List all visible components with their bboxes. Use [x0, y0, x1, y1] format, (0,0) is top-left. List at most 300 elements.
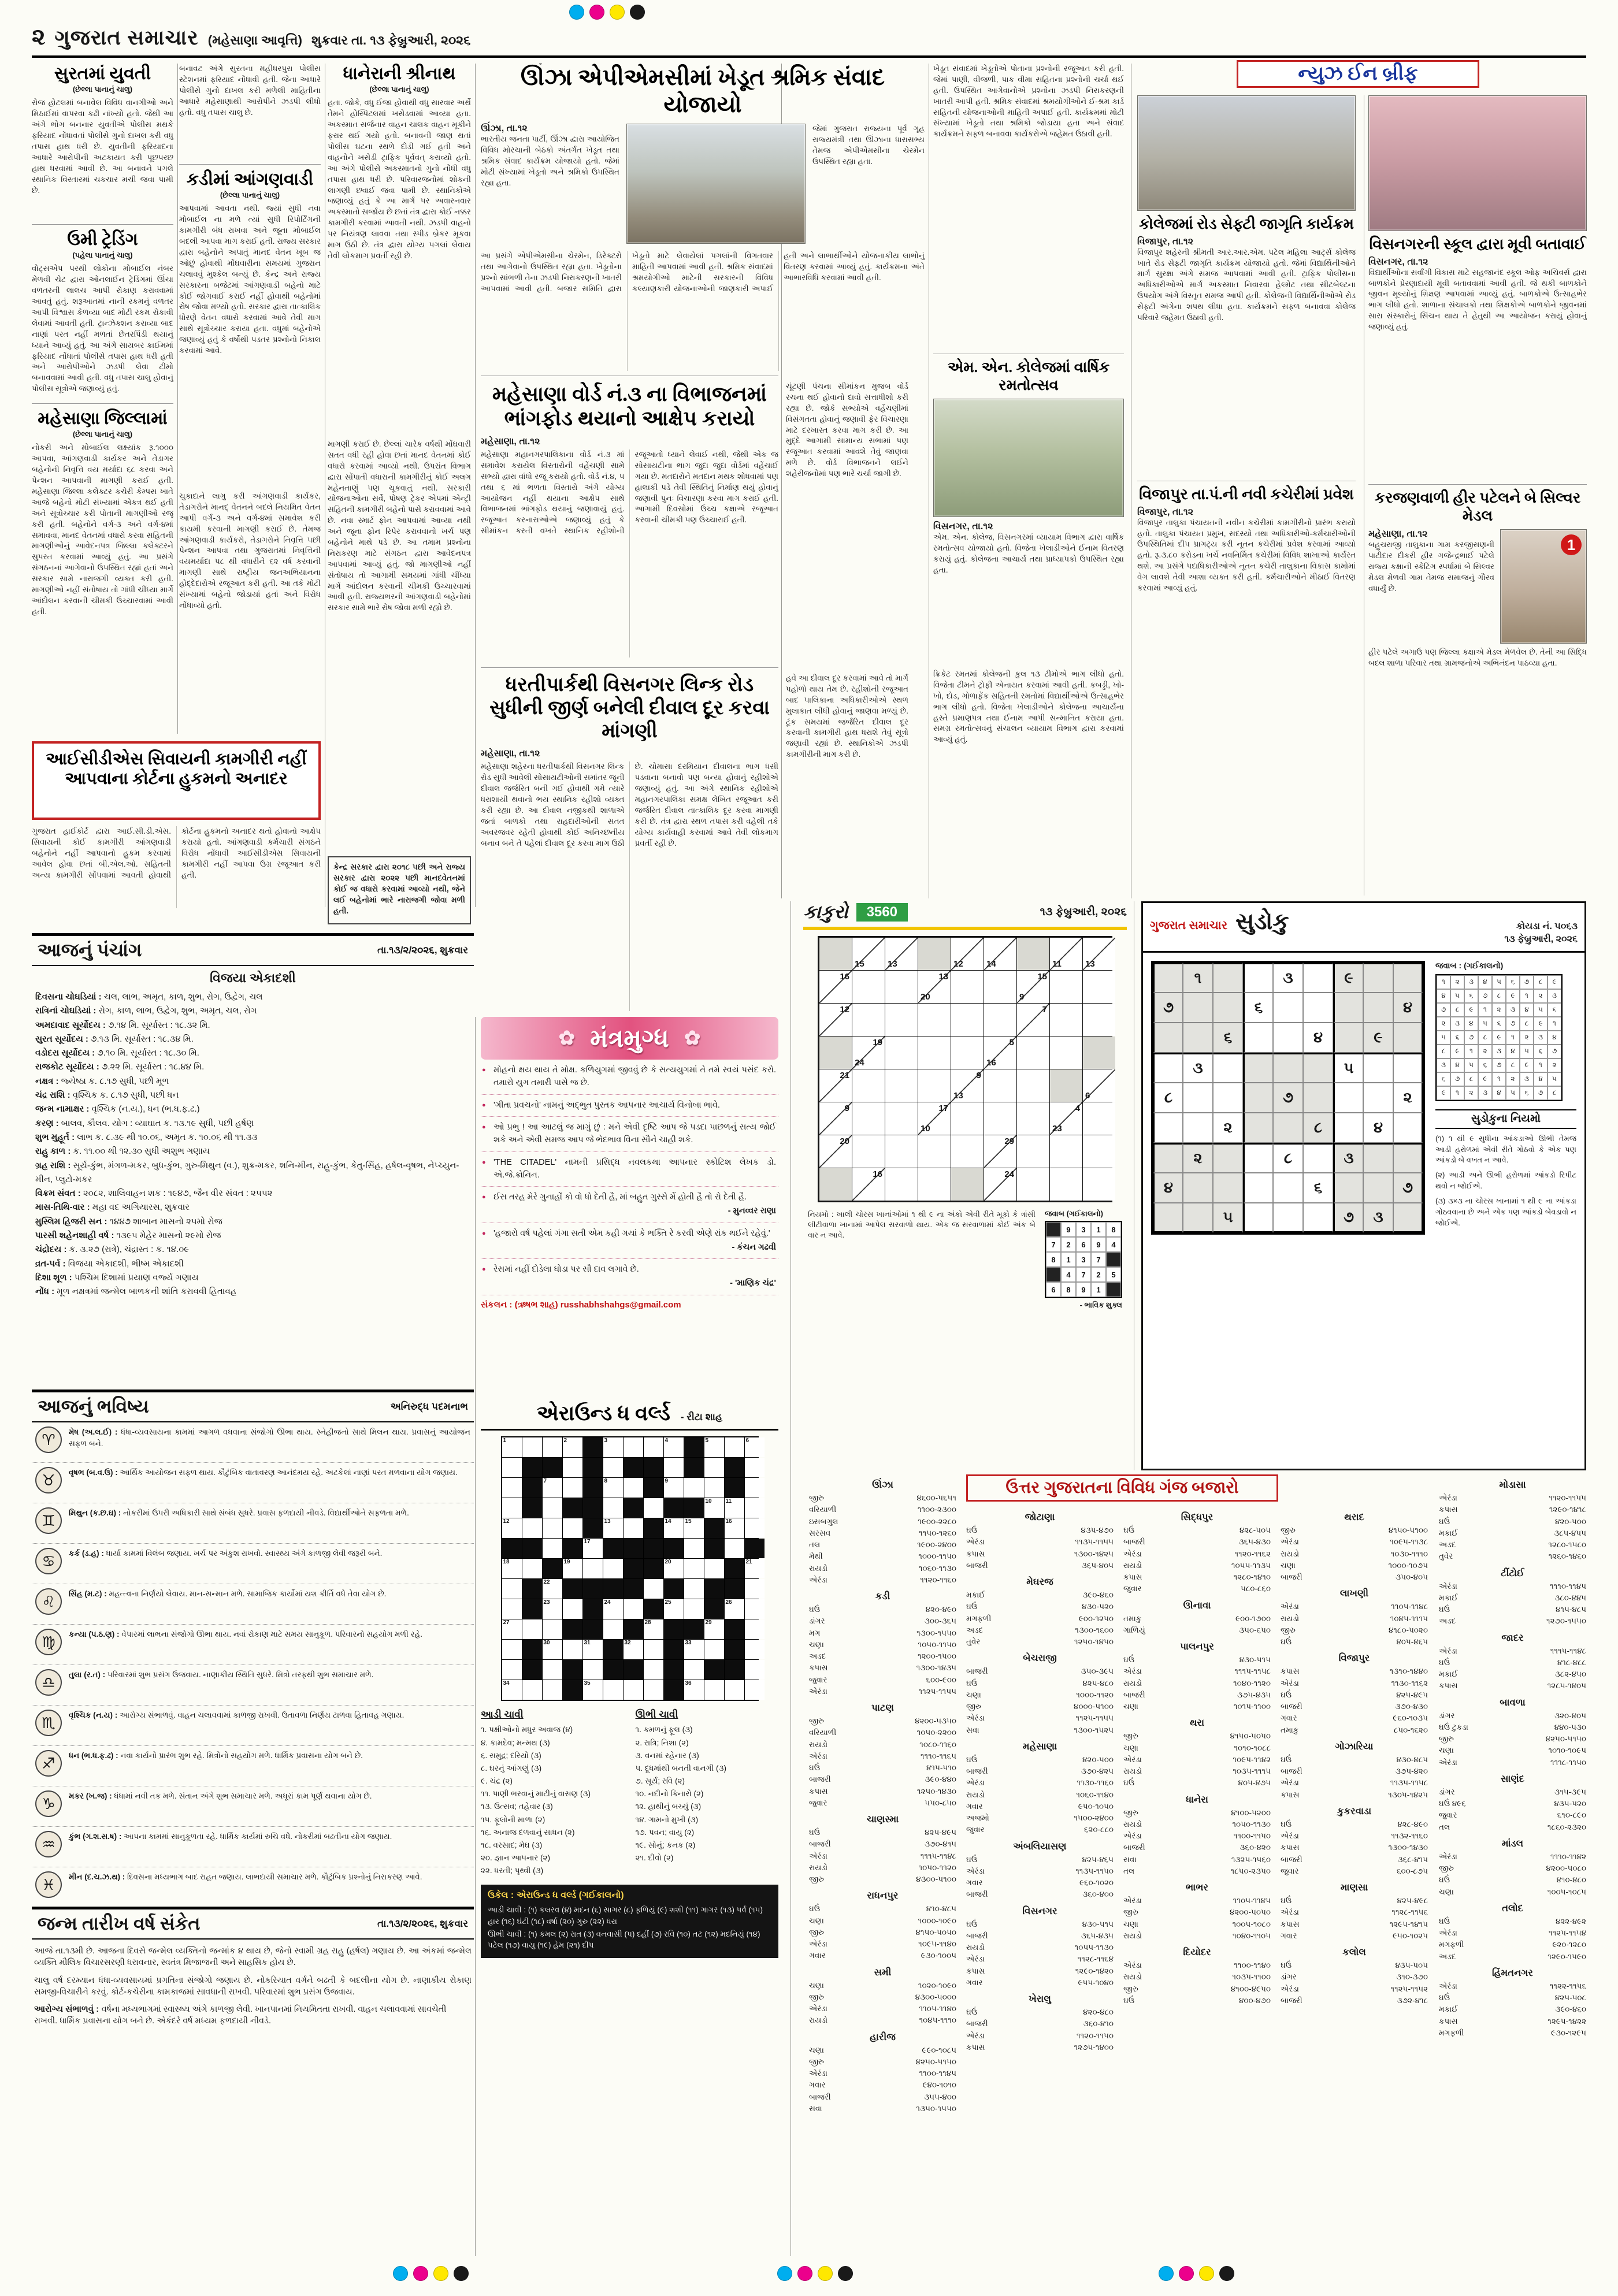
crossword-cell[interactable] — [684, 1579, 704, 1599]
crossword-block-cell — [624, 1539, 643, 1558]
crossword-cell[interactable] — [603, 1437, 623, 1457]
horoscope-row — [32, 1665, 474, 1706]
crossword-cell[interactable] — [543, 1599, 562, 1619]
crossword-cell[interactable] — [502, 1458, 522, 1477]
crossword-cell[interactable] — [745, 1518, 765, 1538]
crossword-cell[interactable] — [563, 1559, 582, 1578]
crossword-cell[interactable] — [603, 1518, 623, 1538]
sudoku-answer-cell: ૩ — [1464, 975, 1478, 989]
crossword-cell[interactable] — [745, 1498, 765, 1518]
crossword-cell[interactable] — [624, 1599, 643, 1619]
sudoku-empty-cell[interactable] — [1213, 963, 1243, 993]
crossword-cell[interactable] — [644, 1619, 663, 1639]
kakuro-entry-cell[interactable] — [885, 1069, 918, 1102]
sudoku-empty-cell[interactable] — [1303, 1083, 1333, 1113]
sudoku-empty-cell[interactable] — [1273, 1023, 1303, 1053]
kakuro-entry-cell[interactable] — [852, 971, 885, 1003]
market-rate-row — [1281, 1919, 1428, 1930]
crossword-cell[interactable] — [725, 1518, 744, 1538]
sudoku-empty-cell[interactable] — [1243, 963, 1273, 993]
market-commodity: રાયડો — [809, 1863, 828, 1872]
sudoku-answer-cell: ૧ — [1437, 975, 1450, 989]
panchang-line: વ્રત-પર્વ : વિજયા એકાદશી, ભીષ્મ એકાદશી — [35, 1258, 184, 1269]
market-rate: ૧૦૫૦-૨૨૦૦ — [916, 1728, 956, 1737]
crossword-cell[interactable] — [664, 1559, 684, 1578]
crossword-cell[interactable] — [684, 1478, 704, 1498]
market-rate: ૧૧૦૦-૧૧૫૦ — [1233, 1831, 1271, 1840]
market-rate-row — [1439, 2004, 1586, 2015]
market-commodity: રાયડો — [1123, 1972, 1142, 1982]
crossword-cell[interactable] — [664, 1458, 684, 1477]
crossword-cell[interactable] — [684, 1660, 704, 1680]
market-commodity: ડાંગર — [809, 1617, 825, 1626]
sudoku-given-cell: ૮ — [1153, 1083, 1183, 1113]
sudoku-empty-cell[interactable] — [1393, 1203, 1423, 1233]
crossword-cell[interactable] — [583, 1640, 603, 1659]
market-rate: ૧૦૧૦-૧૦૮૮ — [1234, 1743, 1271, 1752]
zodiac-name: કર્ક (ડ.હ) : — [69, 1549, 106, 1558]
market-rate-row — [966, 1889, 1114, 1900]
crossword-cell[interactable] — [624, 1640, 643, 1659]
sudoku-empty-cell[interactable] — [1183, 1113, 1213, 1143]
sudoku-empty-cell[interactable] — [1363, 1173, 1393, 1203]
crossword-cell[interactable] — [522, 1518, 542, 1538]
sudoku-empty-cell[interactable] — [1213, 1083, 1243, 1113]
sudoku-empty-cell[interactable] — [1183, 1203, 1213, 1233]
crossword-cell[interactable] — [644, 1640, 663, 1659]
article-right-column — [812, 124, 925, 244]
sudoku-empty-cell[interactable] — [1363, 963, 1393, 993]
crossword-cell[interactable] — [745, 1599, 765, 1619]
sudoku-empty-cell[interactable] — [1183, 1023, 1213, 1053]
kakuro-answer-cell: 9 — [1091, 1237, 1106, 1252]
lotus-icon: ✿ — [558, 1028, 576, 1049]
kakuro-entry-cell[interactable] — [1083, 1168, 1115, 1201]
sudoku-empty-cell[interactable] — [1273, 993, 1303, 1023]
sudoku-empty-cell[interactable] — [1213, 1053, 1243, 1083]
sudoku-empty-cell[interactable] — [1153, 1053, 1183, 1083]
crossword-cell[interactable] — [502, 1599, 522, 1619]
crossword-cell[interactable] — [745, 1437, 765, 1457]
sudoku-empty-cell[interactable] — [1333, 1083, 1363, 1113]
crossword-cell[interactable] — [583, 1660, 603, 1680]
quote-item — [481, 1152, 778, 1187]
crossword-cell[interactable] — [543, 1660, 562, 1680]
kakuro-entry-cell[interactable] — [1050, 1004, 1082, 1036]
panchang-line: દિવસના ચોઘડિયાં : ચલ, લાભ, અમૃત, કાળ, શુભ, રોગ, ઉદ્વેગ, ચલ — [35, 992, 263, 1002]
crossword-cell[interactable] — [725, 1680, 744, 1700]
crossword-cell[interactable] — [745, 1458, 765, 1477]
crossword-cell[interactable] — [644, 1498, 663, 1518]
sudoku-answer-cell: ૨ — [1492, 1003, 1506, 1017]
crossword-cell[interactable] — [664, 1437, 684, 1457]
market-rate-row — [809, 1539, 956, 1551]
sudoku-answer-cell: ૧ — [1478, 1003, 1492, 1017]
market-commodity: જીરુ — [1123, 1984, 1138, 1993]
crossword-cell[interactable] — [644, 1579, 663, 1599]
sudoku-empty-cell[interactable] — [1183, 1173, 1213, 1203]
kakuro-entry-cell[interactable] — [1017, 1036, 1049, 1069]
market-rate-row — [1439, 1733, 1586, 1745]
market-rate: ૪૩૦૦-૫૧૦૦ — [916, 1875, 956, 1883]
market-rate: ૧૧૦૫-૧૧૪૮ — [1391, 1602, 1428, 1611]
crossword-cell[interactable] — [664, 1599, 684, 1619]
crossword-cell[interactable] — [745, 1640, 765, 1659]
crossword-cell[interactable] — [745, 1680, 765, 1700]
rank-badge: 1 — [1561, 534, 1582, 555]
sudoku-answer-cell: ૨ — [1506, 1072, 1520, 1086]
kakuro-entry-cell[interactable] — [852, 1135, 885, 1168]
sudoku-empty-cell[interactable] — [1183, 1083, 1213, 1113]
kakuro-entry-cell[interactable] — [918, 1069, 951, 1102]
sudoku-empty-cell[interactable] — [1393, 1113, 1423, 1143]
kakuro-entry-cell[interactable] — [1083, 1004, 1115, 1036]
crossword-cell[interactable] — [563, 1458, 582, 1477]
crossword-cell[interactable] — [583, 1559, 603, 1578]
crossword-cell[interactable] — [745, 1660, 765, 1680]
kakuro-entry-cell[interactable] — [1017, 1168, 1049, 1201]
sudoku-empty-cell[interactable] — [1363, 1053, 1393, 1083]
panchang-label: રાત્રિનાં ચોઘડિયાં : — [35, 1006, 97, 1016]
panchang-line: રાત્રિનાં ચોઘડિયાં : રોગ, કાળ, લાભ, ઉદ્વેગ, શુભ, અમૃત, ચલ, રોગ — [35, 1006, 257, 1016]
crossword-cell[interactable] — [745, 1579, 765, 1599]
market-rate-row — [1281, 1678, 1428, 1689]
crossword-block-cell — [725, 1619, 744, 1639]
brief-road-safety — [1137, 95, 1356, 477]
crossword-cell[interactable] — [502, 1619, 522, 1639]
market-rate: ૧૧૩૦-૧૧૬૨ — [1391, 1678, 1428, 1688]
market-rate-row — [1439, 1657, 1586, 1669]
crossword-cell[interactable] — [502, 1640, 522, 1659]
crossword-cell[interactable] — [745, 1619, 765, 1639]
kakuro-entry-cell[interactable] — [1083, 971, 1115, 1003]
sudoku-empty-cell[interactable] — [1363, 993, 1393, 1023]
kakuro-entry-cell[interactable] — [984, 1069, 1016, 1102]
crossword-cell[interactable] — [704, 1680, 724, 1700]
crossword-cell[interactable] — [704, 1458, 724, 1477]
crossword-cell[interactable] — [543, 1437, 562, 1457]
article-headline: કડીમાં આંગણવાડી — [186, 170, 314, 189]
kakuro-block-cell — [1050, 1069, 1082, 1102]
sudoku-empty-cell[interactable] — [1213, 1173, 1243, 1203]
market-rate: ૧૦૯૫-૧૧૩૮ — [1390, 1537, 1428, 1547]
crossword-cell[interactable] — [684, 1518, 704, 1538]
kakuro-answer-cell — [1046, 1222, 1061, 1237]
sudoku-empty-cell[interactable] — [1303, 1143, 1333, 1173]
crossword-number: 16 — [725, 1518, 732, 1525]
mantramugdh-footer[interactable]: સંકલન : (ઋષભ શાહ) russhabhshahgs@gmail.com — [481, 1299, 681, 1310]
sudoku-empty-cell[interactable] — [1153, 963, 1183, 993]
crossword-cell[interactable] — [543, 1619, 562, 1639]
kakuro-entry-cell[interactable] — [885, 1135, 918, 1168]
crossword-cell[interactable] — [745, 1559, 765, 1578]
market-commodity: મકાઈ — [1439, 1593, 1458, 1602]
kakuro-entry-cell[interactable] — [951, 971, 984, 1003]
kakuro-entry-cell[interactable] — [951, 1036, 984, 1069]
crossword-cell[interactable] — [644, 1660, 663, 1680]
crossword-cell[interactable] — [583, 1680, 603, 1700]
crossword-cell[interactable] — [745, 1478, 765, 1498]
crossword-cell[interactable] — [603, 1458, 623, 1477]
crossword-cell[interactable] — [704, 1640, 724, 1659]
sudoku-answer-cell: ૭ — [1548, 1045, 1561, 1058]
crossword-cell[interactable] — [543, 1640, 562, 1659]
sudoku-empty-cell[interactable] — [1303, 1203, 1333, 1233]
kakuro-down-sum: 15 — [855, 959, 864, 969]
crossword-cell[interactable] — [664, 1518, 684, 1538]
sudoku-empty-cell[interactable] — [1393, 1143, 1423, 1173]
kakuro-entry-cell[interactable] — [1017, 1102, 1049, 1135]
crossword-cell[interactable] — [543, 1498, 562, 1518]
sudoku-empty-cell[interactable] — [1303, 963, 1333, 993]
crossword-cell[interactable] — [624, 1478, 643, 1498]
crossword-cell[interactable] — [684, 1640, 704, 1659]
crossword-cell[interactable] — [684, 1559, 704, 1578]
kakuro-right-sum: 21 — [840, 1071, 849, 1080]
crossword-cell[interactable] — [704, 1498, 724, 1518]
crossword-cell[interactable] — [704, 1619, 724, 1639]
crossword-cell[interactable] — [624, 1518, 643, 1538]
kakuro-entry-cell[interactable] — [852, 1069, 885, 1102]
kakuro-entry-cell[interactable] — [852, 1004, 885, 1036]
market-rate-row — [1439, 1680, 1586, 1692]
quote-text: 'ગીતા પ્રવચનો' નામનું અદ્ભુત પુસ્તક આપનાર આચાર્ય વિનોબા ભાવે. — [493, 1100, 720, 1110]
market-commodity: જુવાર — [966, 1825, 985, 1834]
market-rate-row — [1281, 1754, 1428, 1766]
sudoku-empty-cell[interactable] — [1273, 1173, 1303, 1203]
crossword-cell[interactable] — [603, 1599, 623, 1619]
crossword-cell[interactable] — [684, 1539, 704, 1558]
sudoku-empty-cell[interactable] — [1213, 1143, 1243, 1173]
market-rate-row — [809, 1862, 956, 1874]
crossword-cell[interactable] — [543, 1680, 562, 1700]
sudoku-empty-cell[interactable] — [1153, 1203, 1183, 1233]
kakuro-entry-cell[interactable] — [852, 1102, 885, 1135]
market-rate-row — [1439, 1810, 1586, 1821]
registration-dot — [454, 2266, 469, 2281]
sudoku-empty-cell[interactable] — [1273, 1203, 1303, 1233]
market-commodity: મકાઈ — [1439, 1528, 1458, 1537]
market-rate: ૪૧૮-૪૮૮ — [1557, 1658, 1586, 1667]
crossword-cell[interactable] — [522, 1437, 542, 1457]
market-rate-row — [1281, 1712, 1428, 1724]
market-rate-row — [1281, 1971, 1428, 1983]
crossword-cell[interactable] — [522, 1619, 542, 1639]
sudoku-empty-cell[interactable] — [1243, 1083, 1273, 1113]
crossword-cell[interactable] — [603, 1478, 623, 1498]
kakuro-entry-cell[interactable] — [1050, 1036, 1082, 1069]
crossword-cell[interactable] — [583, 1539, 603, 1558]
crossword-cell[interactable] — [502, 1559, 522, 1578]
crossword-cell[interactable] — [543, 1579, 562, 1599]
horoscope-row — [32, 1706, 474, 1746]
kakuro-entry-cell[interactable] — [1017, 1135, 1049, 1168]
kakuro-entry-cell[interactable] — [1017, 1069, 1049, 1102]
market-rate-row — [809, 1674, 956, 1686]
market-rate: ૩૭૫-૪૨૦ — [1395, 1767, 1428, 1775]
crossword-block-cell — [522, 1498, 542, 1518]
crossword-cell[interactable] — [603, 1498, 623, 1518]
sudoku-empty-cell[interactable] — [1363, 1143, 1393, 1173]
market-commodity: ચણા — [809, 2045, 824, 2054]
kakuro-entry-cell[interactable] — [951, 1102, 984, 1135]
crossword-cell[interactable] — [624, 1680, 643, 1700]
sudoku-empty-cell[interactable] — [1153, 1023, 1183, 1053]
crossword-cell[interactable] — [502, 1579, 522, 1599]
crossword-block-cell — [603, 1579, 623, 1599]
crossword-cell[interactable] — [522, 1559, 542, 1578]
market-rate-row — [1439, 1516, 1586, 1528]
sudoku-empty-cell[interactable] — [1243, 1173, 1273, 1203]
kakuro-answer-cell: 7 — [1076, 1267, 1091, 1282]
crossword-cell[interactable] — [502, 1498, 522, 1518]
article-body: ખેડૂત સંવાદમાં ખેડૂતોએ પોતાના પ્રશ્નોની રજૂઆત કરી હતી. જેમાં પાણી, વીજળી, પાક વીમા સહિતના પ્રશ્નોની ચર્ચા થઈ હતી. ઉપસ્થિત આગેવાનોએ પ્રશ્નોના ઝડપી નિરાકરણની ખાતરી આપી હતી. શ્રમિક સંવાદમાં શ્રમયોગીઓને ઈ-શ્રમ કાર્ડ સહિતની યોજનાઓની માહિતી અપાઈ હતી. કાર્યક્રમમાં મોટી સંખ્યામાં ખેડૂતો તથા શ્રમિકો જોડાયા હતા અને સંવાદ કાર્યક્રમને સફળ બનાવવા કાર્યકરોએ જહેમત ઉઠાવી હતી. — [933, 64, 1124, 139]
crossword-number: 17 — [584, 1539, 591, 1545]
crossword-cell[interactable] — [563, 1599, 582, 1619]
sudoku-empty-cell[interactable] — [1243, 1023, 1273, 1053]
sudoku-empty-cell[interactable] — [1363, 1083, 1393, 1113]
market-rate: ૪૦૫-૪૬૫ — [1396, 1637, 1428, 1646]
kakuro-entry-cell[interactable] — [885, 1102, 918, 1135]
market-rate: ૧૧૫૦-૧૨૬૦ — [919, 1528, 956, 1537]
market-rate-row — [809, 1927, 956, 1938]
crossword-block-cell — [725, 1660, 744, 1680]
sudoku-empty-cell[interactable] — [1333, 1023, 1363, 1053]
kakuro-entry-cell[interactable] — [951, 1004, 984, 1036]
kakuro-entry-cell[interactable] — [1083, 1102, 1115, 1135]
market-rate-row — [1281, 1766, 1428, 1777]
crossword-byline: - રીટા શાહ — [680, 1411, 723, 1422]
market-rate-row — [1123, 1807, 1271, 1819]
sudoku-empty-cell[interactable] — [1153, 1113, 1183, 1143]
sudoku-empty-cell[interactable] — [1303, 1053, 1333, 1083]
crossword-block-cell — [684, 1437, 704, 1457]
crossword-cell[interactable] — [684, 1599, 704, 1619]
sudoku-empty-cell[interactable] — [1183, 993, 1213, 1023]
kakuro-entry-cell[interactable] — [951, 1135, 984, 1168]
kakuro-entry-cell[interactable] — [918, 1168, 951, 1201]
sudoku-empty-cell[interactable] — [1273, 1113, 1303, 1143]
crossword-cell[interactable] — [644, 1437, 663, 1457]
sudoku-answer-cell: ૫ — [1520, 1045, 1534, 1058]
sudoku-empty-cell[interactable] — [1243, 1113, 1273, 1143]
crossword-cell[interactable] — [522, 1680, 542, 1700]
kakuro-entry-cell[interactable] — [984, 971, 1016, 1003]
market-rate-row — [966, 1777, 1114, 1789]
crossword-cell[interactable] — [603, 1680, 623, 1700]
kakuro-entry-cell[interactable] — [885, 1004, 918, 1036]
crossword-cell[interactable] — [563, 1478, 582, 1498]
crossword-cell[interactable] — [543, 1518, 562, 1538]
crossword-cell[interactable] — [725, 1437, 744, 1457]
kakuro-answer-cell: 3 — [1076, 1252, 1091, 1267]
market-rate-row — [966, 1689, 1114, 1701]
crossword-cell[interactable] — [725, 1498, 744, 1518]
sudoku-answer-cell: ૫ — [1506, 1086, 1520, 1100]
market-commodity: તમાકુ — [1123, 1614, 1142, 1623]
crossword-cell[interactable] — [624, 1437, 643, 1457]
crossword-cell[interactable] — [725, 1539, 744, 1558]
sudoku-empty-cell[interactable] — [1243, 1143, 1273, 1173]
sudoku-answer-cell: ૯ — [1492, 1031, 1506, 1045]
kakuro-entry-cell[interactable] — [885, 1036, 918, 1069]
crossword-cell[interactable] — [684, 1680, 704, 1700]
sudoku-empty-cell[interactable] — [1333, 993, 1363, 1023]
crossword-cell[interactable] — [704, 1437, 724, 1457]
crossword-cell[interactable] — [644, 1680, 663, 1700]
across-clue: ૨૦. જ્ઞાન આપનાર (૨) — [481, 1853, 550, 1863]
market-commodity: ઘઉં — [1123, 1778, 1135, 1788]
crossword-cell[interactable] — [704, 1478, 724, 1498]
kakuro-entry-cell[interactable] — [984, 1004, 1016, 1036]
crossword-cell[interactable] — [603, 1619, 623, 1639]
kakuro-entry-cell[interactable] — [885, 971, 918, 1003]
crossword-cell[interactable] — [502, 1660, 522, 1680]
market-rate-row — [809, 1651, 956, 1662]
sudoku-empty-cell[interactable] — [1243, 1203, 1273, 1233]
kakuro-entry-cell[interactable] — [918, 1004, 951, 1036]
crossword-cell[interactable] — [543, 1539, 562, 1558]
sudoku-empty-cell[interactable] — [1393, 1053, 1423, 1083]
sudoku-empty-cell[interactable] — [1393, 1023, 1423, 1053]
market-commodity: બાજરી — [966, 1931, 988, 1940]
sudoku-empty-cell[interactable] — [1303, 993, 1333, 1023]
crossword-cell[interactable] — [563, 1437, 582, 1457]
crossword-cell[interactable] — [725, 1599, 744, 1619]
market-commodity: જીરુ — [1123, 1732, 1138, 1741]
sudoku-empty-cell[interactable] — [1393, 963, 1423, 993]
crossword-block-cell — [603, 1660, 623, 1680]
market-commodity: એરંડા — [1439, 1493, 1457, 1502]
sudoku-answer-cell: ૯ — [1437, 1086, 1450, 1100]
crossword-cell[interactable] — [563, 1640, 582, 1659]
zodiac-name: મિથુન (ક.છ.ઘ) : — [69, 1509, 124, 1517]
crossword-cell[interactable] — [502, 1437, 522, 1457]
market-commodity: જીરુ — [1281, 1625, 1296, 1634]
market-commodity: રાયડો — [1281, 1549, 1300, 1558]
crossword-cell[interactable] — [502, 1518, 522, 1538]
kakuro-entry-cell[interactable] — [918, 1036, 951, 1069]
market-town-name: ચાણસ્મા — [866, 1814, 899, 1825]
crossword-cell[interactable] — [543, 1478, 562, 1498]
sudoku-empty-cell[interactable] — [1243, 1053, 1273, 1083]
kakuro-entry-cell[interactable] — [918, 1135, 951, 1168]
kakuro-entry-cell[interactable] — [984, 1102, 1016, 1135]
crossword-cell[interactable] — [563, 1518, 582, 1538]
kakuro-entry-cell[interactable] — [1083, 1135, 1115, 1168]
kakuro-entry-cell[interactable] — [1050, 1135, 1082, 1168]
sudoku-empty-cell[interactable] — [1153, 1143, 1183, 1173]
kakuro-entry-cell[interactable] — [885, 1168, 918, 1201]
kakuro-clue-cell — [819, 1135, 852, 1168]
registration-dot — [630, 5, 645, 20]
crossword-cell[interactable] — [664, 1478, 684, 1498]
crossword-cell[interactable] — [502, 1680, 522, 1700]
crossword-cell[interactable] — [502, 1478, 522, 1498]
sudoku-empty-cell[interactable] — [1333, 1113, 1363, 1143]
market-rate-row — [1281, 1525, 1428, 1536]
kakuro-entry-cell[interactable] — [1050, 1168, 1082, 1201]
birth-year-header — [32, 1907, 474, 1940]
kakuro-entry-cell[interactable] — [1050, 971, 1082, 1003]
sudoku-empty-cell[interactable] — [1213, 993, 1243, 1023]
market-commodity: કપાસ — [809, 1786, 828, 1796]
sudoku-empty-cell[interactable] — [1333, 1173, 1363, 1203]
crossword-cell[interactable] — [603, 1559, 623, 1578]
crossword-cell[interactable] — [704, 1559, 724, 1578]
sudoku-rule: (૨) આડી અને ઊભી હરોળમાં આંકડો રિપીટ થવો ન જોઈએ. — [1435, 1171, 1576, 1191]
sudoku-empty-cell[interactable] — [1273, 1053, 1303, 1083]
